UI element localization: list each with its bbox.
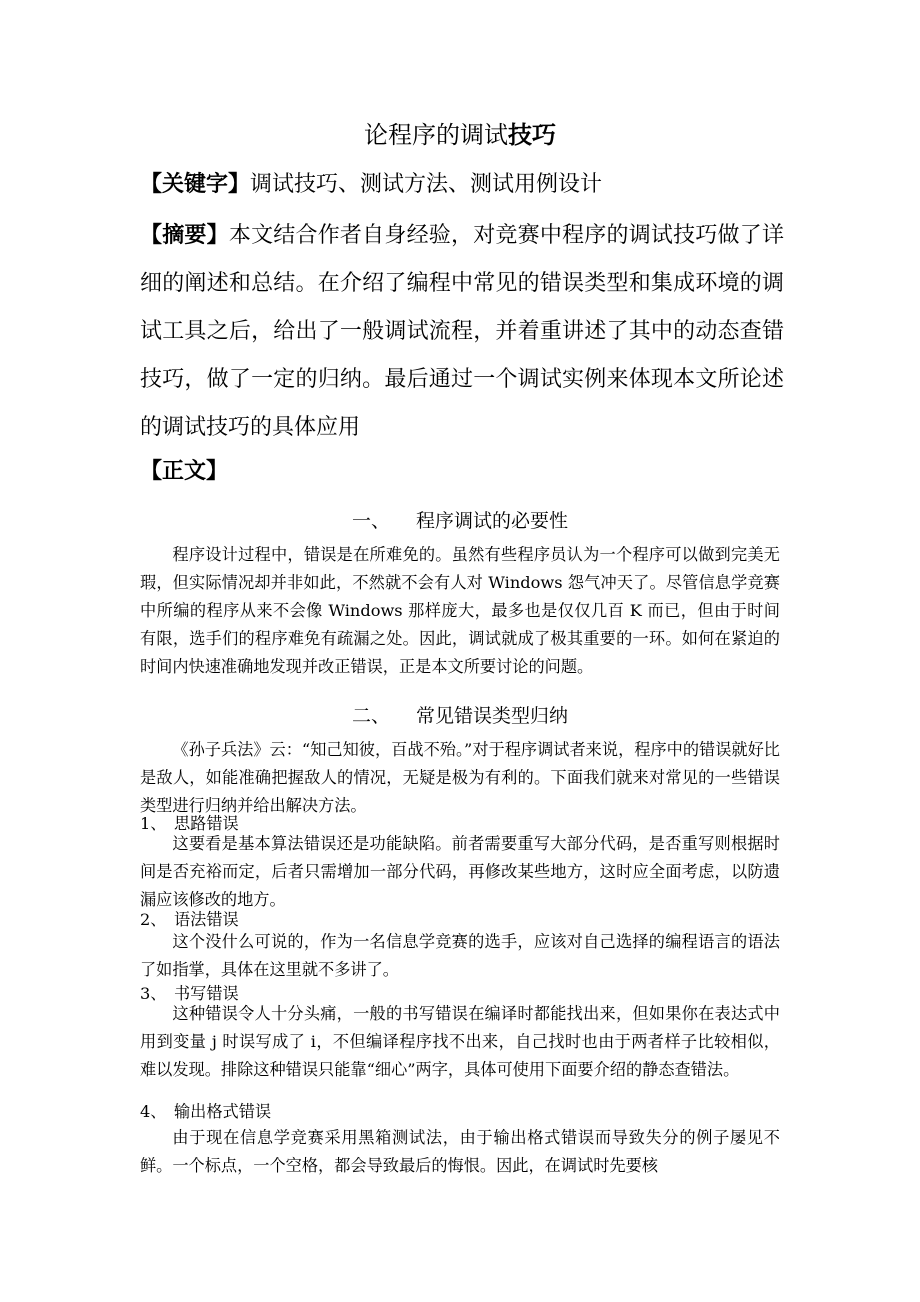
list-item-4 — [140, 1098, 780, 1126]
page-title — [0, 118, 920, 152]
list-item-3-title: 书写错误 — [174, 984, 239, 1003]
keywords-label: 【关键字】 — [140, 172, 251, 197]
keywords-text: 调试技巧、测试方法、测试用例设计 — [250, 172, 603, 197]
section-1-title: 程序调试的必要性 — [415, 510, 568, 532]
list-item-4-title: 输出格式错误 — [174, 1102, 272, 1121]
list-item-1-title: 思路错误 — [174, 814, 239, 833]
abstract-label: 【摘要】 — [140, 223, 229, 248]
title-text: 论程序的调试 — [364, 121, 508, 149]
title-bold-text: 技巧 — [508, 121, 556, 149]
abstract-block — [140, 212, 784, 452]
section-1-paragraph: 程序设计过程中，错误是在所难免的。虽然有些程序员认为一个程序可以做到完美无瑕，但实际情况却并非如此，不然就不会有人对 Windows 怨气冲天了。尽管信息学竞赛中所编的程序从来不会像 Windows 那样庞大，最多也是仅仅几百 K 而已，但由于时间有限，选手们的程序难免有疏漏之处。因此，调试就成了极其重要的一环。如何在紧迫的时间内快速准确地发现并改正错误，正是本文所要讨论的问题。 — [140, 545, 780, 676]
section-1-number: 一、 — [351, 510, 390, 532]
list-item-2-paragraph: 这个没什么可说的，作为一名信息学竞赛的选手，应该对自己选择的编程语言的语法了如指掌，具体在这里就不多讲了。 — [140, 932, 780, 979]
list-item-2-number: 2、 — [140, 910, 167, 929]
section-2-number: 二、 — [351, 705, 390, 727]
list-item-1-paragraph: 这要看是基本算法错误还是功能缺陷。前者需要重写大部分代码，是否重写则根据时间是否充裕而定，后者只需增加一部分代码，再修改某些地方，这时应全面考虑，以防遗漏应该修改的地方。 — [140, 834, 780, 909]
list-item-3-paragraph: 这种错误令人十分头痛，一般的书写错误在编译时都能找出来，但如果你在表达式中用到变量 j 时误写成了 i，不但编译程序找不出来，自己找时也由于两者样子比较相似，难以发现。排除这种错误只能靠“细心”两字，具体可使用下面要介绍的静态查错法。 — [140, 1004, 780, 1079]
list-item-4-paragraph: 由于现在信息学竞赛采用黑箱测试法，由于输出格式错误而导致失分的例子屡见不鲜。一个标点，一个空格，都会导致最后的悔恨。因此，在调试时先要核 — [140, 1128, 780, 1175]
keywords-line — [140, 166, 784, 204]
list-item-2-title: 语法错误 — [174, 910, 239, 929]
abstract-text: 本文结合作者自身经验，对竞赛中程序的调试技巧做了详细的阐述和总结。在介绍了编程中常见的错误类型和集成环境的调试工具之后，给出了一般调试流程，并着重讲述了其中的动态查错技巧，做了一定的归纳。最后通过一个调试实例来体现本文所论述的调试技巧的具体应用 — [140, 223, 784, 440]
section-2-title: 常见错误类型归纳 — [415, 705, 568, 727]
list-item-4-number: 4、 — [140, 1102, 167, 1121]
section-2-heading — [0, 701, 920, 731]
section-1-heading — [0, 506, 920, 536]
body-label: 【正文】 — [140, 459, 229, 484]
section-2-paragraph: 《孙子兵法》云：“知己知彼，百战不殆。”对于程序调试者来说，程序中的错误就好比是敌人，如能准确把握敌人的情况，无疑是极为有利的。下面我们就来对常见的一些错误类型进行归纳并给出解决方法。 — [140, 740, 780, 815]
list-item-1-number: 1、 — [140, 814, 167, 833]
list-item-3-number: 3、 — [140, 984, 167, 1003]
